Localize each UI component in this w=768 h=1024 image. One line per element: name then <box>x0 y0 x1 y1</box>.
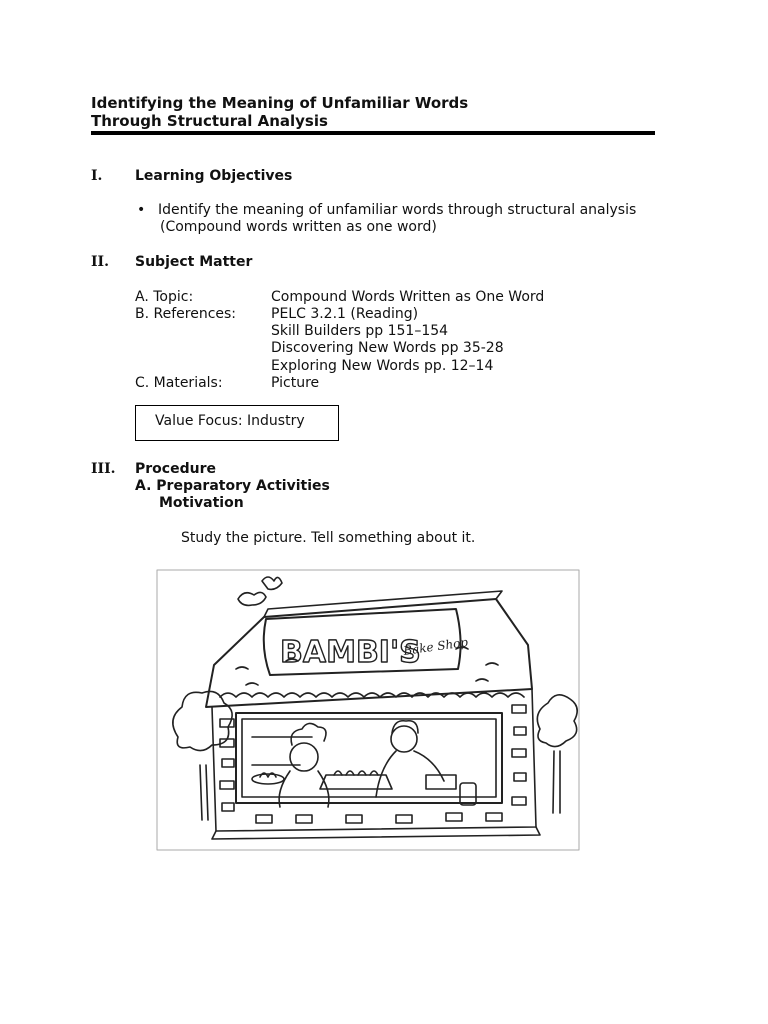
section-heading-objectives: Learning Objectives <box>135 168 293 184</box>
subheading-motivation: Motivation <box>159 495 244 511</box>
section-heading-subject: Subject Matter <box>135 254 253 270</box>
reference-item: Discovering New Words pp 35-28 <box>271 340 504 356</box>
value-focus-text: Value Focus: Industry <box>155 413 305 429</box>
topic-value: Compound Words Written as One Word <box>271 289 545 305</box>
materials-value: Picture <box>271 375 320 391</box>
bullet-marker: • <box>137 202 146 218</box>
section-numeral-1: I. <box>91 168 103 184</box>
title-line-1: Identifying the Meaning of Unfamiliar Words <box>91 94 469 112</box>
sign-script: Bake Shop <box>402 635 469 658</box>
topic-label: A. Topic: <box>135 289 194 305</box>
materials-label: C. Materials: <box>135 375 223 391</box>
document-title <box>91 94 468 130</box>
bakeshop-illustration <box>156 569 580 851</box>
title-divider <box>91 131 655 135</box>
objective-line-1: Identify the meaning of unfamiliar words through structural analysis <box>158 202 637 218</box>
value-focus-box <box>135 405 339 441</box>
subheading-preparatory: A. Preparatory Activities <box>135 478 330 494</box>
section-heading-procedure: Procedure <box>135 461 216 477</box>
reference-item: Exploring New Words pp. 12–14 <box>271 358 494 374</box>
section-numeral-2: II. <box>91 254 109 270</box>
section-numeral-3: III. <box>91 461 116 477</box>
reference-item: PELC 3.2.1 (Reading) <box>271 306 419 322</box>
title-line-2: Through Structural Analysis <box>91 112 328 130</box>
sign-text: BAMBI'S <box>280 635 421 670</box>
reference-item: Skill Builders pp 151–154 <box>271 323 449 339</box>
instruction-text: Study the picture. Tell something about it. <box>181 530 476 546</box>
objective-line-2: (Compound words written as one word) <box>160 219 437 235</box>
references-label: B. References: <box>135 306 237 322</box>
